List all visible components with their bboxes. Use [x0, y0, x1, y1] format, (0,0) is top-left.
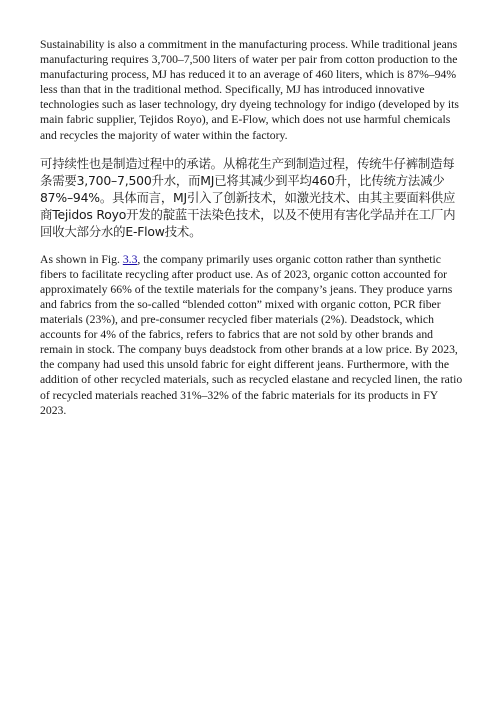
paragraph-text-after-link: , the company primarily uses organic cotton rather than synthetic fibers to facilitate recycling after product use. As of 2023, organic cotton accounted for approximately 66% of the textile materials for the company’s jeans. They produce yarns and fabrics from the so-called “blended cotton” mixed with organic cotton, PCR fiber materials (23%), and pre-consumer recycled fiber materials (2%). Deadstock, which accounts for 4% of the fabrics, refers to fabrics that are not sold by other brands and remain in stock. The company buys deadstock from other brands at a low price. By 2023, the company had used this unsold fabric for eight different jeans. Furthermore, with the addition of other recycled materials, such as recycled elastane and recycled linen, the ratio of recycled materials reached 31%–32% of the fabric materials for its products in FY 2023. — [40, 252, 463, 417]
paragraph-sustainability-zh: 可持续性也是制造过程中的承诺。从棉花生产到制造过程，传统牛仔裤制造每条需要3,700–7,500升水，而MJ已将其减少到平均460升，比传统方法减少87%–94%。具体而言，MJ引入了创新技术，如激光技术、由其主要面料供应商Tejidos Royo开发的靛蓝干法染色技术，以及不使用有害化学品并在工厂内回收大部分水的E-Flow技术。 — [40, 155, 456, 239]
document-body — [40, 37, 464, 418]
paragraph-sustainability-en: Sustainability is also a commitment in the manufacturing process. While traditional jeans manufacturing requires 3,700–7,500 liters of water per pair from cotton production to the manufacturing process, MJ has reduced it to an average of 460 liters, which is 87%–94% less than that in the traditional method. Specifically, MJ has introduced innovative technologies such as laser technology, dry dyeing technology for indigo (developed by its main fabric supplier, Tejidos Royo), and E-Flow, which does not use harmful chemicals and recycles the majority of water within the factory. — [40, 38, 459, 142]
figure-reference-link[interactable]: 3.3 — [122, 252, 138, 266]
paragraph-organic-cotton — [40, 252, 464, 418]
paragraph-text-before-link: As shown in Fig. — [40, 252, 123, 266]
